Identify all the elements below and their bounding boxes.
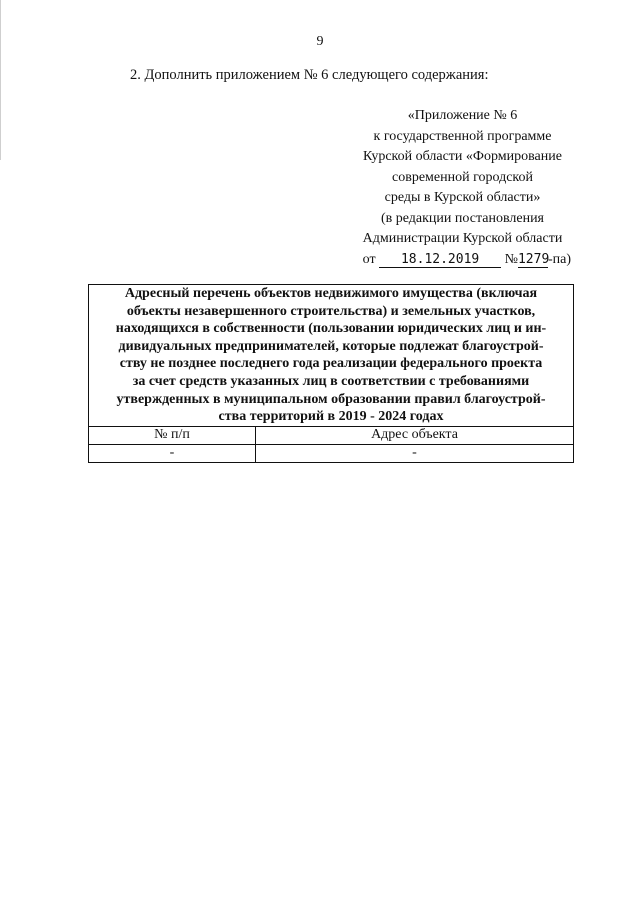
caption-line: дивидуальных предпринимателей, которые подлежат благоустрой- — [118, 338, 544, 354]
appendix-heading-line: Администрации Курской области — [362, 231, 563, 246]
table-row — [89, 444, 574, 462]
amendment-paragraph: 2. Дополнить приложением № 6 следующего содержания: — [130, 67, 489, 83]
appendix-heading-line: Курской области «Формирование — [363, 149, 562, 164]
column-header-address: Адрес объекта — [256, 426, 574, 444]
number-suffix: -па) — [547, 251, 571, 267]
address-list-table — [88, 284, 574, 463]
column-header-number: № п/п — [89, 426, 256, 444]
decree-reference — [340, 250, 585, 271]
caption-line: за счет средств указанных лиц в соответствии с требованиями — [132, 373, 530, 389]
from-label: от — [362, 251, 376, 267]
appendix-heading-line: современной городской — [392, 169, 533, 185]
table-header-row — [89, 426, 574, 444]
decree-date: 18.12.2019 — [379, 252, 501, 268]
decree-number: 1279 — [517, 251, 550, 267]
caption-line: объекты незавершенного строительства) и земельных участков, — [126, 303, 536, 319]
caption-line: ства территорий в 2019 - 2024 годах — [218, 409, 444, 425]
appendix-heading-line: «Приложение № 6 — [407, 108, 518, 123]
page-number: 9 — [316, 34, 324, 49]
cell-number: - — [89, 444, 256, 462]
caption-line: находящихся в собственности (пользовании юридических лиц и ин- — [115, 321, 547, 337]
appendix-heading-line: к государственной программе — [373, 128, 552, 144]
table-caption — [89, 285, 574, 427]
appendix-heading-line: (в редакции постановления — [380, 210, 545, 226]
appendix-heading-line: среды в Курской области» — [384, 190, 541, 205]
scan-edge-line — [0, 0, 1, 160]
appendix-heading — [340, 106, 585, 270]
number-label: № — [504, 251, 518, 267]
caption-line: ству не позднее последнего года реализации федерального проекта — [119, 356, 543, 372]
cell-address: - — [256, 444, 574, 462]
caption-line: утвержденных в муниципальном образовании правил благоустрой- — [116, 391, 546, 407]
caption-line: Адресный перечень объектов недвижимого имущества (включая — [124, 286, 538, 301]
